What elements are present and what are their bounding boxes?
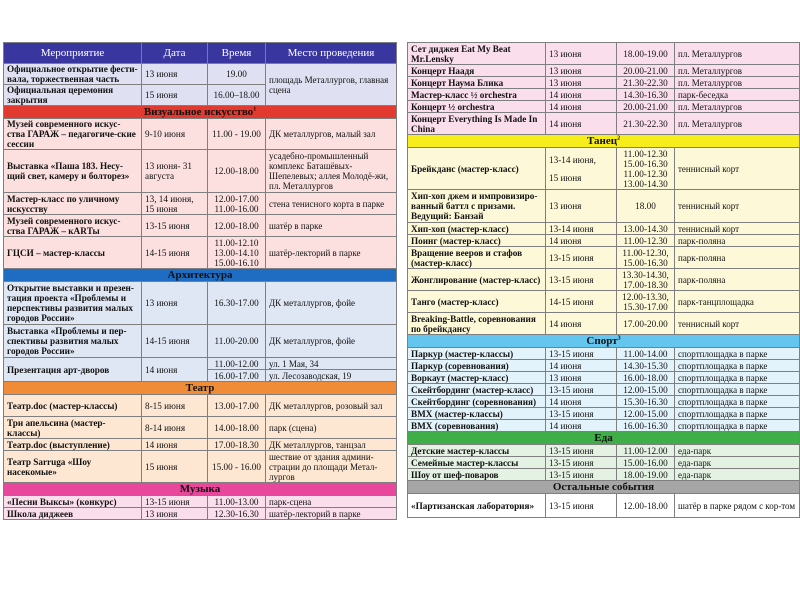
event-cell: Паркур (соревнования) (408, 360, 546, 372)
place-cell: стена тенисного корта в парке (266, 193, 397, 215)
time-cell: 12.00-18.00 (617, 494, 675, 518)
time-cell: 14.30-15.30 (617, 360, 675, 372)
time-cell: 19.00 (208, 64, 266, 85)
time-cell: 16.30-17.00 (208, 282, 266, 325)
date-cell: 14 июня (546, 313, 617, 335)
place-cell: парк-сцена (266, 496, 397, 508)
table-row (408, 348, 800, 360)
table-row (4, 282, 397, 325)
date-cell: 13 июня (142, 64, 208, 85)
section-title: Остальные события (408, 481, 800, 494)
event-cell: Детские мастер-классы (408, 445, 546, 457)
table-row (408, 101, 800, 113)
place-cell: еда-парк (675, 457, 800, 469)
place-cell: ул. 1 Мая, 34 (266, 358, 397, 370)
time-cell: 12.00-15.00 (617, 408, 675, 420)
place-cell: площадь Металлургов, главная сцена (266, 64, 397, 106)
date-cell: 13 июня (546, 65, 617, 77)
event-cell: Презентация арт-дворов (4, 358, 142, 382)
place-cell: спортплощадка в парке (675, 372, 800, 384)
time-cell: 14.00-18.00 (208, 417, 266, 439)
event-cell: Театр.doc (мастер-классы) (4, 395, 142, 417)
time-cell: 15.00 - 16.00 (208, 451, 266, 483)
table-row (4, 496, 397, 508)
section-title: Танец$^2$ (408, 135, 800, 148)
table-row (4, 215, 397, 237)
event-cell: Скейтбординг (мастер-класс) (408, 384, 546, 396)
time-cell: 12.00-13.30, 15.30-17.00 (617, 291, 675, 313)
table-row (4, 358, 397, 370)
section-header-theatre (4, 382, 397, 395)
date-cell: 14 июня (546, 360, 617, 372)
time-cell: 16.00-16.30 (617, 420, 675, 432)
section-title: Визуальное искусство$^1$ (4, 106, 397, 119)
section-title: Спорт$^3$ (408, 335, 800, 348)
table-row (408, 113, 800, 135)
table-row (408, 235, 800, 247)
place-cell: пл. Металлургов (675, 65, 800, 77)
place-cell: усадебно-промышленный комплекс Баташёвых-Шепелевых; аллея Молодё-жи, пл. Металлургов (266, 150, 397, 193)
place-cell: парк (сцена) (266, 417, 397, 439)
date-cell: 14-15 июня (142, 237, 208, 269)
time-cell: 11.00-12.00 (617, 445, 675, 457)
event-cell: Концерт Наадя (408, 65, 546, 77)
place-cell: парк-поляна (675, 269, 800, 291)
date-cell: 13-15 июня (546, 408, 617, 420)
date-cell: 14 июня (546, 396, 617, 408)
event-cell: Мастер-класс по уличному искусству (4, 193, 142, 215)
event-cell: Вращение вееров и стафов (мастер-класс) (408, 247, 546, 269)
event-cell: Брейкданс (мастер-класс) (408, 148, 546, 190)
section-header-architecture (4, 269, 397, 282)
table-row (4, 193, 397, 215)
date-cell: 8-14 июня (142, 417, 208, 439)
time-cell: 11.00 - 19.00 (208, 119, 266, 150)
place-cell: ДК металлургов, фойе (266, 282, 397, 325)
place-cell: ДК металлургов, малый зал (266, 119, 397, 150)
place-cell: ДК металлургов, розовый зал (266, 395, 397, 417)
time-cell: 20.00-21.00 (617, 65, 675, 77)
place-cell: теннисный корт (675, 148, 800, 190)
place-cell: пл. Металлургов (675, 77, 800, 89)
table-row (408, 396, 800, 408)
event-cell: Музей современного искус-ства ГАРАЖ – педагогиче-ские сессии (4, 119, 142, 150)
event-cell: Официальное открытие фести-вала, торжественная часть (4, 64, 142, 85)
time-cell: 11.00-12.10 13.00-14.10 15.00-16.10 (208, 237, 266, 269)
left-schedule-table (3, 42, 397, 520)
date-cell: 14 июня (142, 358, 208, 382)
date-cell: 13-15 июня (546, 494, 617, 518)
place-cell: теннисный корт (675, 223, 800, 235)
place-cell: пл. Металлургов (675, 101, 800, 113)
place-cell: шествие от здания админи-страции до площади Метал-лургов (266, 451, 397, 483)
time-cell: 18.00-19.00 (617, 469, 675, 481)
event-cell: Официальная церемония закрытия (4, 85, 142, 106)
event-cell: Концерт ½ orchestra (408, 101, 546, 113)
date-cell: 14 июня (546, 235, 617, 247)
event-cell: Музей современного искус-ства ГАРАЖ – кАRТы (4, 215, 142, 237)
table-row (408, 457, 800, 469)
event-cell: Выставка «Проблемы и пер-спективы развития малых городов России» (4, 325, 142, 358)
place-cell: шатёр в парке рядом с кор-том (675, 494, 800, 518)
time-cell: 18.00-19.00 (617, 43, 675, 65)
place-cell: парк-танцплощадка (675, 291, 800, 313)
place-cell: теннисный корт (675, 313, 800, 335)
time-cell: 11.00-12.30 (617, 235, 675, 247)
table-row (408, 77, 800, 89)
time-cell: 20.00-21.00 (617, 101, 675, 113)
date-cell: 15 июня (142, 85, 208, 106)
table-row (408, 89, 800, 101)
time-cell: 11.00-12.00 (208, 358, 266, 370)
event-cell: Три апельсина (мастер-классы) (4, 417, 142, 439)
date-cell: 14 июня (546, 101, 617, 113)
table-row (4, 417, 397, 439)
header-event: Мероприятие (4, 43, 142, 64)
date-cell: 8-15 июня (142, 395, 208, 417)
time-cell: 11.00-13.00 (208, 496, 266, 508)
table-row (408, 247, 800, 269)
table-row (408, 372, 800, 384)
section-title: Архитектура (4, 269, 397, 282)
event-cell: Воркаут (мастер-класс) (408, 372, 546, 384)
date-cell: 13-14 июня (546, 223, 617, 235)
place-cell: спортплощадка в парке (675, 396, 800, 408)
date-cell: 14 июня (546, 420, 617, 432)
place-cell: теннисный корт (675, 190, 800, 223)
time-cell: 11.00-20.00 (208, 325, 266, 358)
date-cell: 13-15 июня (546, 269, 617, 291)
table-row (408, 291, 800, 313)
place-cell: спортплощадка в парке (675, 348, 800, 360)
event-cell: Паркур (мастер-классы) (408, 348, 546, 360)
section-header-other (408, 481, 800, 494)
date-cell: 13-15 июня (546, 457, 617, 469)
place-cell: еда-парк (675, 469, 800, 481)
table-row (4, 150, 397, 193)
place-cell: спортплощадка в парке (675, 384, 800, 396)
time-cell: 12.00-18.00 (208, 215, 266, 237)
table-row (408, 148, 800, 190)
time-cell: 16.00–18.00 (208, 85, 266, 106)
table-row (408, 494, 800, 518)
event-cell: BMX (мастер-классы) (408, 408, 546, 420)
place-cell: шатёр в парке (266, 215, 397, 237)
event-cell: Сет диджея Eat My Beat Mr.Lensky (408, 43, 546, 65)
event-cell: Мастер-класс ½ orchestra (408, 89, 546, 101)
date-cell: 13-15 июня (546, 469, 617, 481)
date-cell: 13-15 июня (546, 384, 617, 396)
table-row (4, 508, 397, 520)
table-row (4, 64, 397, 85)
time-cell: 11.00-12.30 15.00-16.30 11.00-12.30 13.00-14.30 (617, 148, 675, 190)
date-cell: 13 июня (142, 508, 208, 520)
date-cell: 13-15 июня (546, 348, 617, 360)
date-cell: 15 июня (142, 451, 208, 483)
date-cell: 14-15 июня (142, 325, 208, 358)
table-row (4, 325, 397, 358)
time-cell: 13.00-14.30 (617, 223, 675, 235)
place-cell: парк-поляна (675, 247, 800, 269)
table-row (408, 408, 800, 420)
section-header-sport (408, 335, 800, 348)
place-cell: ДК металлургов, фойе (266, 325, 397, 358)
date-cell: 13 июня (546, 43, 617, 65)
place-cell: шатёр-лекторий в парке (266, 237, 397, 269)
time-cell: 13.30-14.30, 17.00-18.30 (617, 269, 675, 291)
event-cell: Выставка «Паша 183. Несу-щий свет, камеру и болторез» (4, 150, 142, 193)
event-cell: Хип-хоп джем и импровизиро-ванный баттл с призами. Ведущий: Банзай (408, 190, 546, 223)
date-cell: 14 июня (142, 439, 208, 451)
place-cell: спортплощадка в парке (675, 360, 800, 372)
event-cell: ГЦСИ – мастер-классы (4, 237, 142, 269)
time-cell: 13.00-17.00 (208, 395, 266, 417)
event-cell: Семейные мастер-классы (408, 457, 546, 469)
table-row (408, 269, 800, 291)
time-cell: 21.30-22.30 (617, 77, 675, 89)
table-row (408, 223, 800, 235)
event-cell: Скейтбординг (соревнования) (408, 396, 546, 408)
table-row (408, 445, 800, 457)
event-cell: Жонглирование (мастер-класс) (408, 269, 546, 291)
section-title: Театр (4, 382, 397, 395)
table-row (408, 65, 800, 77)
section-header-music (4, 483, 397, 496)
date-cell: 13-15 июня (142, 215, 208, 237)
place-cell: пл. Металлургов (675, 113, 800, 135)
date-cell: 9-10 июня (142, 119, 208, 150)
time-cell: 17.00-20.00 (617, 313, 675, 335)
time-cell: 17.00-18.30 (208, 439, 266, 451)
table-header-row (4, 43, 397, 64)
table-row (408, 384, 800, 396)
table-row (408, 420, 800, 432)
table-row (4, 451, 397, 483)
event-cell: Танго (мастер-класс) (408, 291, 546, 313)
right-schedule-table (407, 42, 800, 518)
date-cell: 13, 14 июня, 15 июня (142, 193, 208, 215)
time-cell: 16.00-18.00 (617, 372, 675, 384)
event-cell: Театр Sarruga «Шоу насекомые» (4, 451, 142, 483)
date-cell: 13 июня (546, 372, 617, 384)
table-row (4, 119, 397, 150)
time-cell: 12.30-16.30 (208, 508, 266, 520)
section-title: Еда (408, 432, 800, 445)
table-row (4, 395, 397, 417)
time-cell: 15.30-16.30 (617, 396, 675, 408)
table-row (408, 313, 800, 335)
place-cell: спортплощадка в парке (675, 420, 800, 432)
date-cell: 13 июня- 31 августа (142, 150, 208, 193)
section-title: Музыка (4, 483, 397, 496)
header-time: Время (208, 43, 266, 64)
event-cell: Шоу от шеф-поваров (408, 469, 546, 481)
event-cell: Хип-хоп (мастер-класс) (408, 223, 546, 235)
table-row (408, 360, 800, 372)
place-cell: ул. Лесозаводская, 19 (266, 370, 397, 382)
section-header-food (408, 432, 800, 445)
event-cell: Концерт Наума Блика (408, 77, 546, 89)
event-cell: BMX (соревнования) (408, 420, 546, 432)
section-header-dance (408, 135, 800, 148)
date-cell: 14 июня (546, 113, 617, 135)
time-cell: 12.00-17.00 11.00-16.00 (208, 193, 266, 215)
event-cell: Школа диджеев (4, 508, 142, 520)
place-cell: парк-беседка (675, 89, 800, 101)
header-date: Дата (142, 43, 208, 64)
event-cell: Breaking-Battle, соревнования по брейкдансу (408, 313, 546, 335)
date-cell: 13-15 июня (546, 247, 617, 269)
place-cell: спортплощадка в парке (675, 408, 800, 420)
table-row (408, 190, 800, 223)
place-cell: еда-парк (675, 445, 800, 457)
event-cell: Открытие выставки и презен-тация проекта «Проблемы и перспективы развития малых городов России» (4, 282, 142, 325)
date-cell: 14-15 июня (546, 291, 617, 313)
date-cell: 13 июня (546, 77, 617, 89)
event-cell: «Песни Выксы» (конкурс) (4, 496, 142, 508)
time-cell: 12.00-15.00 (617, 384, 675, 396)
time-cell: 21.30-22.30 (617, 113, 675, 135)
time-cell: 18.00 (617, 190, 675, 223)
section-header-visual (4, 106, 397, 119)
event-cell: «Партизанская лаборатория» (408, 494, 546, 518)
place-cell: пл. Металлургов (675, 43, 800, 65)
time-cell: 11.00-12.30, 15.00-16.30 (617, 247, 675, 269)
place-cell: шатёр-лекторий в парке (266, 508, 397, 520)
event-cell: Поинг (мастер-класс) (408, 235, 546, 247)
event-cell: Театр.doc (выступление) (4, 439, 142, 451)
time-cell: 12.00-18.00 (208, 150, 266, 193)
table-row (4, 237, 397, 269)
time-cell: 16.00-17.00 (208, 370, 266, 382)
place-cell: ДК металлургов, танцзал (266, 439, 397, 451)
place-cell: парк-поляна (675, 235, 800, 247)
date-cell: 13 июня (546, 190, 617, 223)
table-row (408, 469, 800, 481)
time-cell: 11.00-14.00 (617, 348, 675, 360)
date-cell: 14 июня (546, 89, 617, 101)
date-cell: 13-14 июня, 15 июня (546, 148, 617, 190)
event-cell: Концерт Everything Is Made In China (408, 113, 546, 135)
date-cell: 13 июня (142, 282, 208, 325)
time-cell: 15.00-16.00 (617, 457, 675, 469)
date-cell: 13-15 июня (142, 496, 208, 508)
table-row (4, 439, 397, 451)
header-place: Место проведения (266, 43, 397, 64)
date-cell: 13-15 июня (546, 445, 617, 457)
time-cell: 14.30-16.30 (617, 89, 675, 101)
table-row (408, 43, 800, 65)
